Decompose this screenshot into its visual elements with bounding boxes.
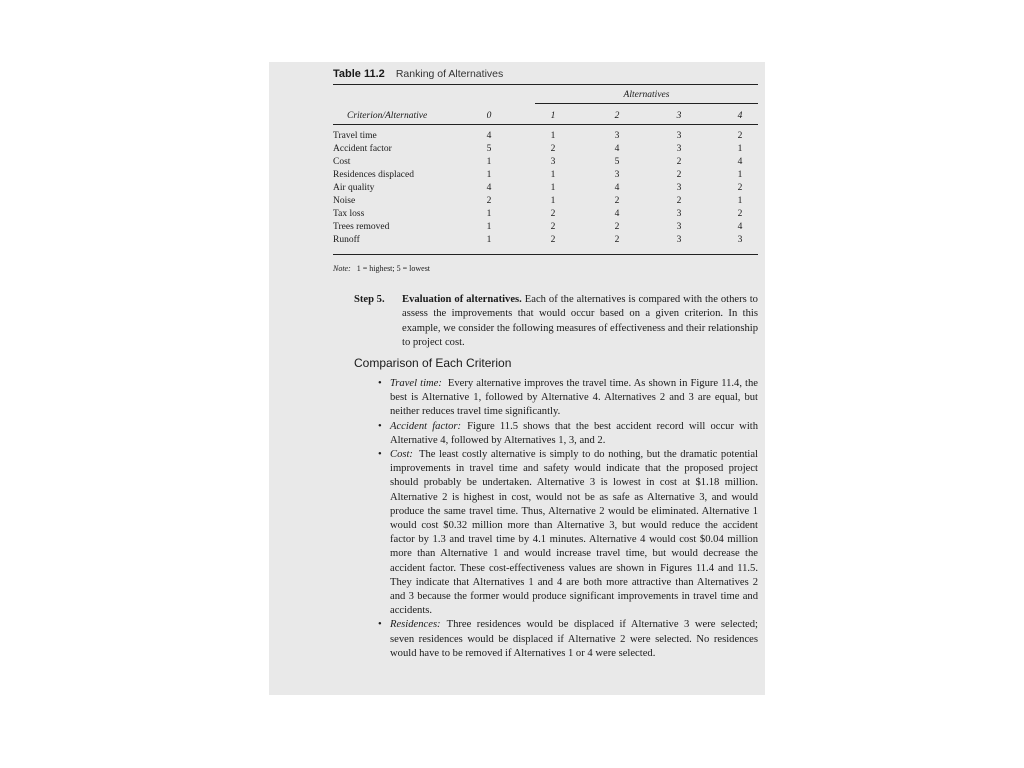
bullet-accident-factor (378, 420, 758, 448)
table-cell: 1 (486, 209, 492, 219)
row-criterion: Accident factor (333, 144, 392, 154)
table-cell: 2 (550, 209, 556, 219)
row-criterion: Trees removed (333, 222, 390, 232)
table-cell: 1 (550, 183, 556, 193)
table-cell: 2 (614, 196, 620, 206)
table-cell: 4 (486, 131, 492, 141)
table-cell: 3 (676, 235, 682, 245)
row-criterion: Residences displaced (333, 170, 414, 180)
row-criterion: Tax loss (333, 209, 365, 219)
table-cell: 1 (550, 196, 556, 206)
table-cell: 3 (676, 183, 682, 193)
bullet-cost (378, 448, 758, 618)
table-cell: 3 (550, 157, 556, 167)
table-cell: 3 (737, 235, 743, 245)
table-cell: 2 (550, 144, 556, 154)
table-cell: 2 (614, 235, 620, 245)
table-cell: 2 (737, 131, 743, 141)
bullet-text: Every alternative improves the travel time. As shown in Figure 11.4, the best is Alternative 1, followed by Alternative 4. Alternatives 2 and 3 are equal, but neither reduces travel time significantly. (390, 378, 758, 418)
table-cell: 2 (676, 196, 682, 206)
table-cell: 5 (614, 157, 620, 167)
table-cell: 3 (614, 170, 620, 180)
step-text: Each of the alternatives is compared with the others to assess the improvements that would occur based on a given criterion. In this example, we consider the following measures of effectiveness and their relationship to project cost. (402, 294, 758, 348)
table-cell: 4 (486, 183, 492, 193)
table-cell: 4 (737, 157, 743, 167)
step-title: Evaluation of alternatives. (402, 294, 522, 305)
table-note (333, 264, 430, 273)
table-cell: 3 (676, 144, 682, 154)
table-caption (333, 68, 503, 80)
step-label: Step 5. (354, 294, 385, 305)
table-cell: 5 (486, 144, 492, 154)
table-bottom-rule (333, 254, 758, 255)
table-cell: 1 (486, 235, 492, 245)
column-header: 1 (550, 111, 556, 121)
table-cell: 4 (614, 209, 620, 219)
bullet-text: The least costly alternative is simply to do nothing, but the dramatic potential improvements in travel time and safety would indicate that the proposed project should probably be undertaken. Alternative 3 is lowest in cost at $1.18 million. Alternative 2 is highest in cost, would not be as safe as Alternative 3, and would produce the same travel time. Thus, Alternative 2 would be eliminated. Alternative 1 would cost $0.32 million more than Alternative 3, but would reduce the accident factor by 1.3 and travel time by 4.1 minutes. Alternative 4 would cost $0.04 million more than Alternative 1 and would increase travel time, but would decrease the accident factor. These cost-effectiveness values are shown in Figures 11.4 and 11.5. They indicate that Alternatives 1 and 4 are both more attractive than Alternatives 2 and 3 because the former would produce significant improvements in travel time and accidents. (390, 449, 758, 617)
criterion-bullet-list (378, 377, 758, 661)
table-cell: 1 (486, 157, 492, 167)
table-cell: 2 (676, 170, 682, 180)
table-cell: 1 (550, 170, 556, 180)
table-cell: 2 (614, 222, 620, 232)
bullet-travel-time (378, 377, 758, 420)
note-text: 1 = highest; 5 = lowest (356, 264, 431, 273)
bullet-text: Figure 11.5 shows that the best accident record will occur with Alternative 4, followed by Alternatives 1, 3, and 2. (390, 420, 758, 446)
table-cell: 2 (676, 157, 682, 167)
table-cell: 3 (676, 131, 682, 141)
row-criterion: Cost (333, 157, 351, 167)
table-cell: 1 (486, 170, 492, 180)
column-header: 3 (676, 111, 682, 121)
row-criterion: Air quality (333, 183, 375, 193)
table-cell: 1 (737, 144, 743, 154)
bullet-term: Accident factor: (390, 420, 462, 432)
table-cell: 3 (614, 131, 620, 141)
bullet-text: Three residences would be displaced if Alternative 3 were selected; seven residences would be displaced if Alternative 2 were selected. No residences would have to be removed if Alternatives 1 or 4 were selected. (390, 619, 758, 659)
bullet-term: Cost: (390, 449, 413, 461)
header-bottom-rule (333, 124, 758, 125)
bullet-dot: • (378, 619, 382, 631)
table-top-rule (333, 84, 758, 85)
group-header-rule (535, 103, 758, 104)
table-cell: 1 (737, 170, 743, 180)
bullet-term: Travel time: (390, 378, 442, 389)
table-number: Table 11.2 (333, 68, 385, 80)
table-cell: 3 (676, 209, 682, 219)
table-cell: 3 (676, 222, 682, 232)
table-cell: 1 (550, 131, 556, 141)
bullet-dot: • (378, 378, 382, 389)
table-cell: 1 (486, 222, 492, 232)
table-cell: 2 (486, 196, 492, 206)
column-header: 2 (614, 111, 620, 121)
note-label: Note: (333, 264, 351, 273)
bullet-dot: • (378, 420, 382, 432)
table-cell: 4 (614, 183, 620, 193)
bullet-term: Residences: (390, 619, 441, 631)
table-cell: 4 (737, 222, 743, 232)
column-header: 0 (486, 111, 492, 121)
alternatives-group-header: Alternatives (623, 90, 670, 100)
table-cell: 2 (737, 183, 743, 193)
row-criterion: Travel time (333, 131, 377, 141)
table-cell: 2 (737, 209, 743, 219)
bullet-residences (378, 618, 758, 661)
criterion-column-header: Criterion/Alternative (347, 111, 428, 121)
column-header: 4 (737, 111, 743, 121)
table-cell: 2 (550, 222, 556, 232)
table-cell: 4 (614, 144, 620, 154)
row-criterion: Noise (333, 196, 356, 206)
table-cell: 1 (737, 196, 743, 206)
step-5-paragraph (354, 293, 758, 350)
comparison-heading: Comparison of Each Criterion (354, 356, 512, 370)
table-cell: 2 (550, 235, 556, 245)
table-title: Ranking of Alternatives (395, 68, 504, 80)
document-page (269, 62, 765, 695)
bullet-dot: • (378, 449, 382, 461)
row-criterion: Runoff (333, 235, 360, 245)
